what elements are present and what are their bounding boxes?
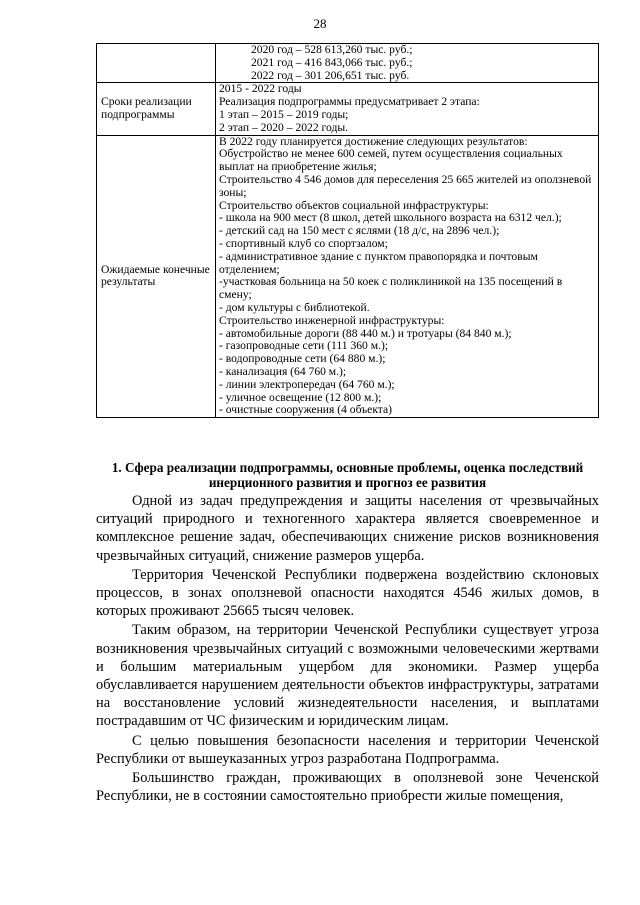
result-line: - школа на 900 мест (8 школ, детей школьного возраста на 6312 чел.); <box>219 211 562 225</box>
result-line: -участковая больница на 50 коек с поликлиникой на 135 посещений в смену; <box>219 275 563 302</box>
body-paragraph: Таким образом, на территории Чеченской Республики существует угроза возникновения чрезвычайных ситуаций с возможными человеческими жертвами и большим материальным ущербом для экономики. Размер ущерба обуславливается нарушением деятельности объектов инфраструктуры, затратами на восстановление условий жизнедеятельности населения, и выплатами пострадавшим от ЧС физическим и юридическим лицам. <box>96 622 599 730</box>
result-line: - очистные сооружения (4 объекта) <box>219 403 393 417</box>
result-line: Строительство 4 546 домов для переселения 25 665 жителей из оползневой зоны; <box>219 172 592 199</box>
body-paragraph: С целью повышения безопасности населения и территории Чеченской Республики от вышеуказанных угроз разработана Подпрограмма. <box>96 732 599 767</box>
section-body <box>96 492 599 806</box>
result-line: - административное здание с пунктом правопорядка и почтовым отделением; <box>219 249 538 276</box>
result-line: - водопроводные сети (64 880 м.); <box>219 352 386 366</box>
table-row-financing <box>97 44 599 83</box>
result-line: - линии электропередач (64 760 м.); <box>219 377 395 391</box>
section-heading: 1. Сфера реализации подпрограммы, основные проблемы, оценка последствий инерционного развития и прогноз ее развития <box>111 460 584 490</box>
timeline-line: 1 этап – 2015 – 2019 годы; <box>219 107 349 121</box>
table-row-timeline <box>97 83 599 135</box>
timeline-line: 2015 - 2022 годы <box>219 82 302 96</box>
body-paragraph: Территория Чеченской Республики подвержена воздействию склоновых процессов, в зонах оползневой опасности находятся 4546 жилых домов, в которых проживают 25665 тысяч человек. <box>96 566 599 620</box>
result-line: В 2022 году планируется достижение следующих результатов: <box>219 134 528 148</box>
result-line: Строительство объектов социальной инфраструктуры: <box>219 198 489 212</box>
timeline-line: 2 этап – 2020 – 2022 годы. <box>219 120 349 134</box>
result-line: - дом культуры с библиотекой. <box>219 300 370 314</box>
subprogram-passport-table <box>96 43 599 418</box>
result-line: - канализация (64 760 м.); <box>219 364 347 378</box>
table-value-cell <box>216 44 599 83</box>
result-line: Обустройство не менее 600 семей, путем осуществления социальных выплат на приобретение жилья; <box>219 147 563 174</box>
financing-line: 2022 год – 301 206,651 тыс. руб. <box>251 68 410 82</box>
result-line: - автомобильные дороги (88 440 м.) и тротуары (84 840 м.); <box>219 326 512 340</box>
timeline-line: Реализация подпрограммы предусматривает 2 этапа: <box>219 95 480 109</box>
table-row-results <box>97 135 599 418</box>
body-paragraph: Одной из задач предупреждения и защиты населения от чрезвычайных ситуаций природного и техногенного характера является своевременное и комплексное решение задач, обеспечивающих снижение рисков возникновения чрезвычайных ситуаций, снижение размеров ущерба. <box>96 493 599 564</box>
result-line: - уличное освещение (12 800 м.); <box>219 390 382 404</box>
table-value-cell <box>216 135 599 418</box>
financing-line: 2021 год – 416 843,066 тыс. руб.; <box>251 55 413 69</box>
table-label-cell <box>97 44 216 83</box>
table-value-cell <box>216 83 599 135</box>
body-paragraph: Большинство граждан, проживающих в оползневой зоне Чеченской Республики, не в состоянии самостоятельно приобрести жилые помещения, <box>96 770 599 805</box>
financing-line: 2020 год – 528 613,260 тыс. руб.; <box>251 43 413 56</box>
table-label-cell: Сроки реализации подпрограммы <box>97 83 216 135</box>
result-line: - газопроводные сети (111 360 м.); <box>219 339 389 353</box>
result-line: - детский сад на 150 мест с яслями (18 д/с, на 2896 чел.); <box>219 224 500 238</box>
result-line: - спортивный клуб со спортзалом; <box>219 236 388 250</box>
result-line: Строительство инженерной инфраструктуры: <box>219 313 445 327</box>
page-number: 28 <box>313 16 327 31</box>
table-label-cell: Ожидаемые конечные результаты <box>97 135 216 418</box>
